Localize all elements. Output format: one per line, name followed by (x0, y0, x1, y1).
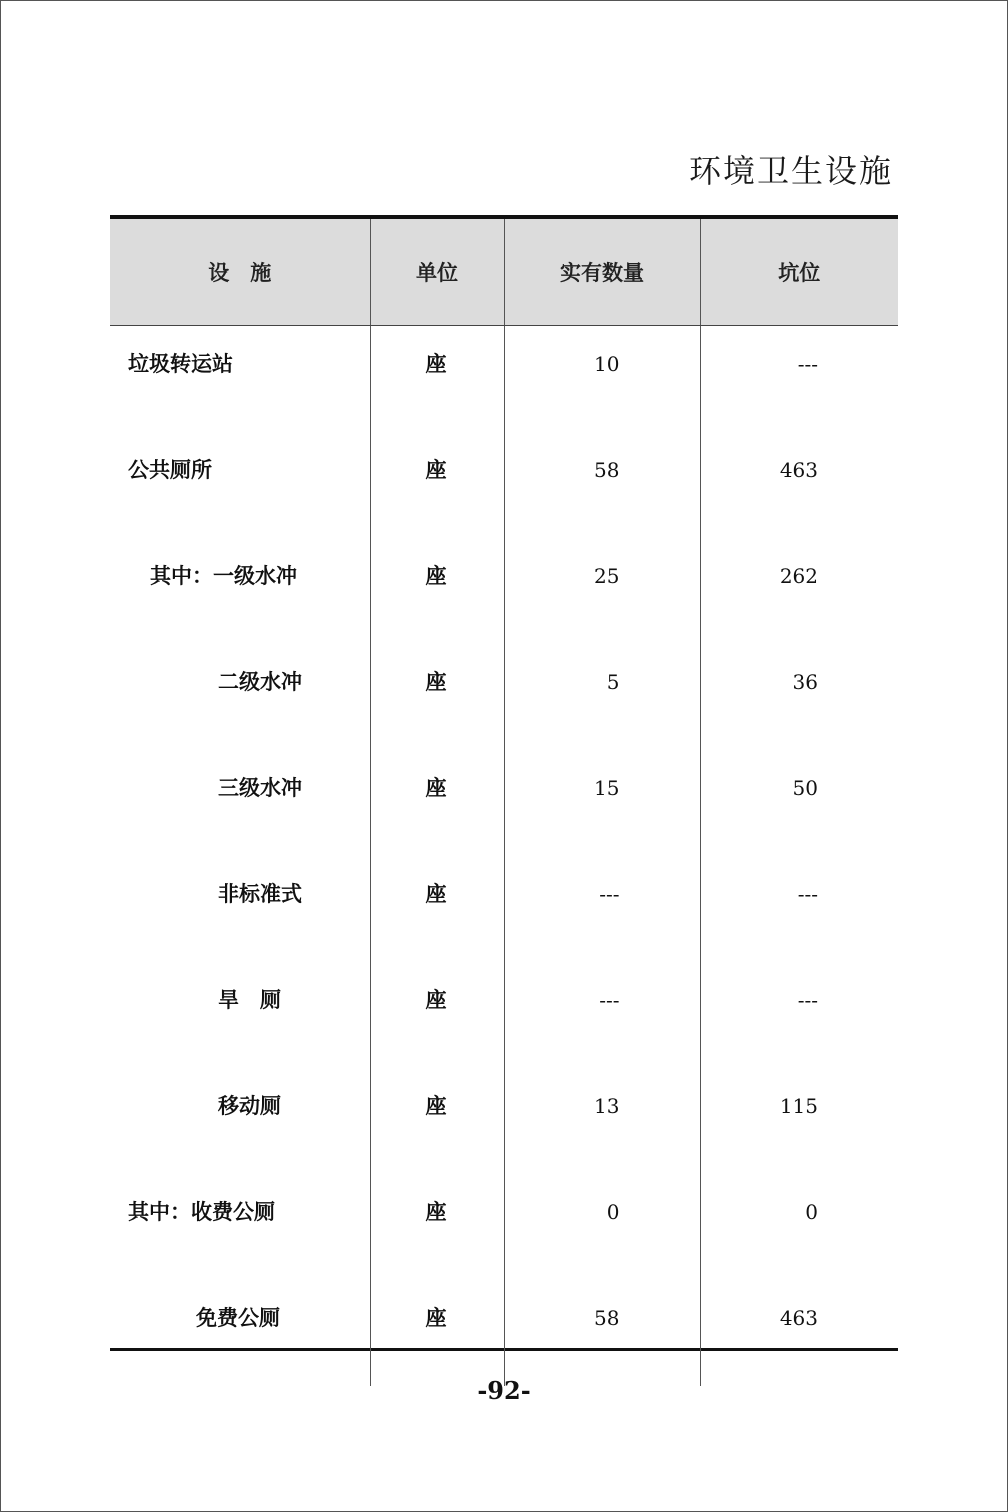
unit-cell (370, 962, 504, 1068)
quantity-cell-text: 10 (594, 352, 620, 376)
unit-cell (370, 538, 504, 644)
pits-cell-text: --- (797, 352, 818, 376)
quantity-cell (504, 856, 700, 962)
facility-cell (110, 750, 370, 856)
facility-cell (110, 962, 370, 1068)
facility-cell-text: 公共厕所 (128, 458, 212, 482)
pits-cell (700, 644, 898, 750)
header-quantity: 实有数量 (504, 219, 700, 326)
unit-cell-text: 座 (425, 564, 447, 588)
quantity-cell (504, 1280, 700, 1386)
quantity-cell (504, 326, 700, 433)
facility-cell (110, 432, 370, 538)
table-row (110, 962, 898, 1068)
unit-cell-text: 座 (425, 1094, 447, 1118)
facilities-table-wrapper (110, 215, 898, 1351)
unit-cell (370, 432, 504, 538)
facility-cell (110, 644, 370, 750)
pits-cell-text: --- (797, 988, 818, 1012)
facility-cell-text: 移动厕 (218, 1094, 281, 1118)
unit-cell (370, 326, 504, 433)
facility-cell (110, 856, 370, 962)
quantity-cell (504, 432, 700, 538)
unit-cell-text: 座 (425, 458, 447, 482)
facility-cell (110, 1068, 370, 1174)
facility-cell-text: 三级水冲 (218, 776, 302, 800)
facility-cell (110, 538, 370, 644)
quantity-cell (504, 750, 700, 856)
table-row (110, 432, 898, 538)
facilities-table (110, 219, 898, 1386)
header-pits: 坑位 (700, 219, 898, 326)
pits-cell-text: 463 (779, 458, 818, 482)
unit-cell-text: 座 (425, 670, 447, 694)
table-row (110, 1174, 898, 1280)
pits-cell (700, 326, 898, 433)
unit-cell-text: 座 (425, 882, 447, 906)
facility-cell-text: 二级水冲 (218, 670, 302, 694)
facility-cell-text: 旱 厕 (218, 988, 281, 1012)
facility-cell (110, 326, 370, 433)
pits-cell (700, 1280, 898, 1386)
pits-cell (700, 432, 898, 538)
pits-cell-text: 36 (792, 670, 818, 694)
facility-cell (110, 1280, 370, 1386)
quantity-cell (504, 1068, 700, 1174)
quantity-cell-text: --- (599, 882, 620, 906)
unit-cell (370, 856, 504, 962)
unit-cell (370, 1174, 504, 1280)
header-facility: 设 施 (110, 219, 370, 326)
quantity-cell (504, 1174, 700, 1280)
unit-cell (370, 750, 504, 856)
facility-cell (110, 1174, 370, 1280)
pits-cell (700, 962, 898, 1068)
facility-cell-text: 其中：收费公厕 (128, 1200, 275, 1224)
pits-cell (700, 856, 898, 962)
facility-cell-text: 垃圾转运站 (128, 352, 233, 376)
facility-cell-text: 免费公厕 (196, 1306, 280, 1330)
pits-cell (700, 1174, 898, 1280)
unit-cell (370, 1280, 504, 1386)
pits-cell-text: --- (797, 882, 818, 906)
unit-cell (370, 644, 504, 750)
unit-cell-text: 座 (425, 776, 447, 800)
quantity-cell (504, 644, 700, 750)
table-row (110, 750, 898, 856)
header-row (110, 219, 898, 326)
header-unit: 单位 (370, 219, 504, 326)
quantity-cell (504, 538, 700, 644)
unit-cell-text: 座 (425, 1200, 447, 1224)
pits-cell-text: 115 (779, 1094, 818, 1118)
table-row (110, 1068, 898, 1174)
unit-cell-text: 座 (425, 352, 447, 376)
pits-cell (700, 538, 898, 644)
quantity-cell-text: 15 (594, 776, 620, 800)
table-row (110, 1280, 898, 1386)
unit-cell-text: 座 (425, 988, 447, 1012)
quantity-cell-text: 58 (594, 458, 620, 482)
unit-cell-text: 座 (425, 1306, 447, 1330)
pits-cell (700, 750, 898, 856)
pits-cell-text: 50 (792, 776, 818, 800)
quantity-cell-text: 58 (594, 1306, 620, 1330)
quantity-cell-text: 25 (594, 564, 620, 588)
pits-cell (700, 1068, 898, 1174)
table-row (110, 326, 898, 433)
unit-cell (370, 1068, 504, 1174)
page-title: 环境卫生设施 (688, 152, 893, 190)
quantity-cell-text: 0 (606, 1200, 620, 1224)
table-row (110, 538, 898, 644)
table-row (110, 856, 898, 962)
pits-cell-text: 262 (779, 564, 818, 588)
quantity-cell-text: 5 (606, 670, 620, 694)
facility-cell-text: 非标准式 (218, 882, 302, 906)
table-row (110, 644, 898, 750)
quantity-cell-text: --- (599, 988, 620, 1012)
pits-cell-text: 463 (779, 1306, 818, 1330)
quantity-cell (504, 962, 700, 1068)
table-header (110, 219, 898, 326)
pits-cell-text: 0 (805, 1200, 818, 1224)
quantity-cell-text: 13 (594, 1094, 620, 1118)
facility-cell-text: 其中：一级水冲 (150, 564, 297, 588)
page-number: -92- (477, 1376, 531, 1405)
table-body (110, 326, 898, 1387)
